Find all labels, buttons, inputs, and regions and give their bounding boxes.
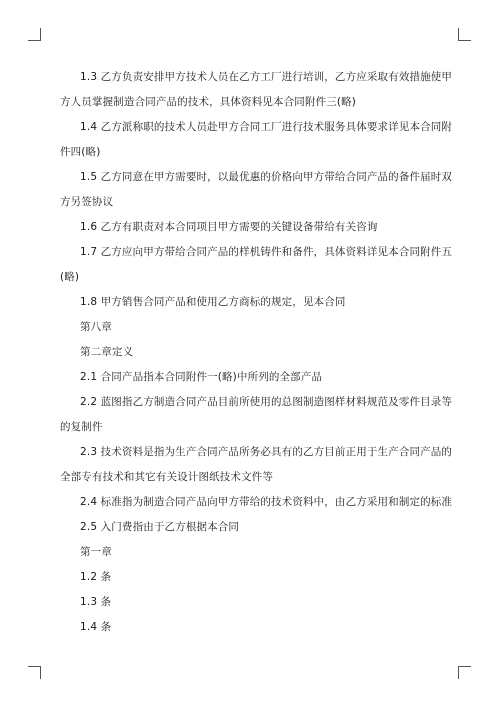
crop-mark-bottom-left — [28, 666, 41, 679]
crop-mark-bottom-right — [458, 666, 471, 679]
paragraph-1-3 — [60, 65, 453, 115]
paragraph-line: 2.1 合同产品指本合同附件一(略)中所列的全部产品 — [80, 371, 323, 383]
paragraph-line: 2.5 入门费指由于乙方根据本合同 — [80, 521, 240, 533]
paragraph-line: (略) — [60, 271, 80, 283]
clause-1-4 — [60, 615, 440, 640]
paragraph-line: 1.3 乙方负责安排甲方技术人员在乙方工厂进行培训，乙方应采取有效措施使甲 — [80, 71, 453, 83]
paragraph-line: 2.4 标准指为制造合同产品向甲方带给的技术资料中，由乙方采用和制定的标准 — [80, 496, 453, 508]
paragraph-line: 2.3 技术资料是指为生产合同产品所务必具有的乙方目前正用于生产合同产品的 — [80, 446, 453, 458]
paragraph-line: 的复制件 — [60, 421, 103, 433]
clause-1-2 — [60, 565, 440, 590]
crop-mark-top-right — [458, 28, 471, 41]
paragraph-2-5 — [60, 515, 440, 540]
paragraph-1-5 — [60, 165, 453, 215]
paragraph-line: 2.2 蓝图指乙方制造合同产品目前所使用的总图制造图样材料规范及零件目录等 — [80, 396, 453, 408]
paragraph-line: 1.7 乙方应向甲方带给合同产品的样机铸件和备件，具体资料详见本合同附件五 — [80, 246, 453, 258]
paragraph-line: 1.3 条 — [80, 596, 112, 608]
paragraph-line: 1.4 乙方派称职的技术人员赴甲方合同工厂进行技术服务具体要求详见本合同附 — [80, 121, 453, 133]
clause-1-3 — [60, 590, 440, 615]
paragraph-1-4 — [60, 115, 453, 165]
paragraph-line: 方人员掌握制造合同产品的技术，具体资料见本合同附件三(略) — [60, 96, 357, 108]
paragraph-1-6 — [60, 215, 440, 240]
paragraph-line: 方另签协议 — [60, 196, 114, 208]
paragraph-2-3 — [60, 440, 453, 490]
paragraph-2-1 — [60, 365, 440, 390]
paragraph-line: 1.5 乙方同意在甲方需要时，以最优惠的价格向甲方带给合同产品的备件届时双 — [80, 171, 453, 183]
chapter-heading-8 — [60, 315, 440, 340]
paragraph-line: 1.2 条 — [80, 571, 112, 583]
paragraph-1-8 — [60, 290, 440, 315]
chapter-heading-definitions — [60, 340, 440, 365]
paragraph-line: 件四(略) — [60, 146, 101, 158]
paragraph-line: 全部专有技术和其它有关设计图纸技术文件等 — [60, 471, 273, 483]
paragraph-2-4 — [60, 490, 453, 515]
paragraph-2-2 — [60, 390, 453, 440]
crop-mark-top-left — [28, 28, 41, 41]
chapter-heading-1 — [60, 540, 440, 565]
paragraph-line: 1.6 乙方有职责对本合同项目甲方需要的关键设备带给有关咨询 — [80, 221, 378, 233]
paragraph-line: 第一章 — [80, 546, 112, 558]
document-body — [60, 65, 453, 640]
paragraph-line: 1.4 条 — [80, 621, 112, 633]
paragraph-line: 第二章定义 — [80, 346, 134, 358]
paragraph-1-7 — [60, 240, 453, 290]
paragraph-line: 1.8 甲方销售合同产品和使用乙方商标的规定，见本合同 — [80, 296, 346, 308]
paragraph-line: 第八章 — [80, 321, 112, 333]
